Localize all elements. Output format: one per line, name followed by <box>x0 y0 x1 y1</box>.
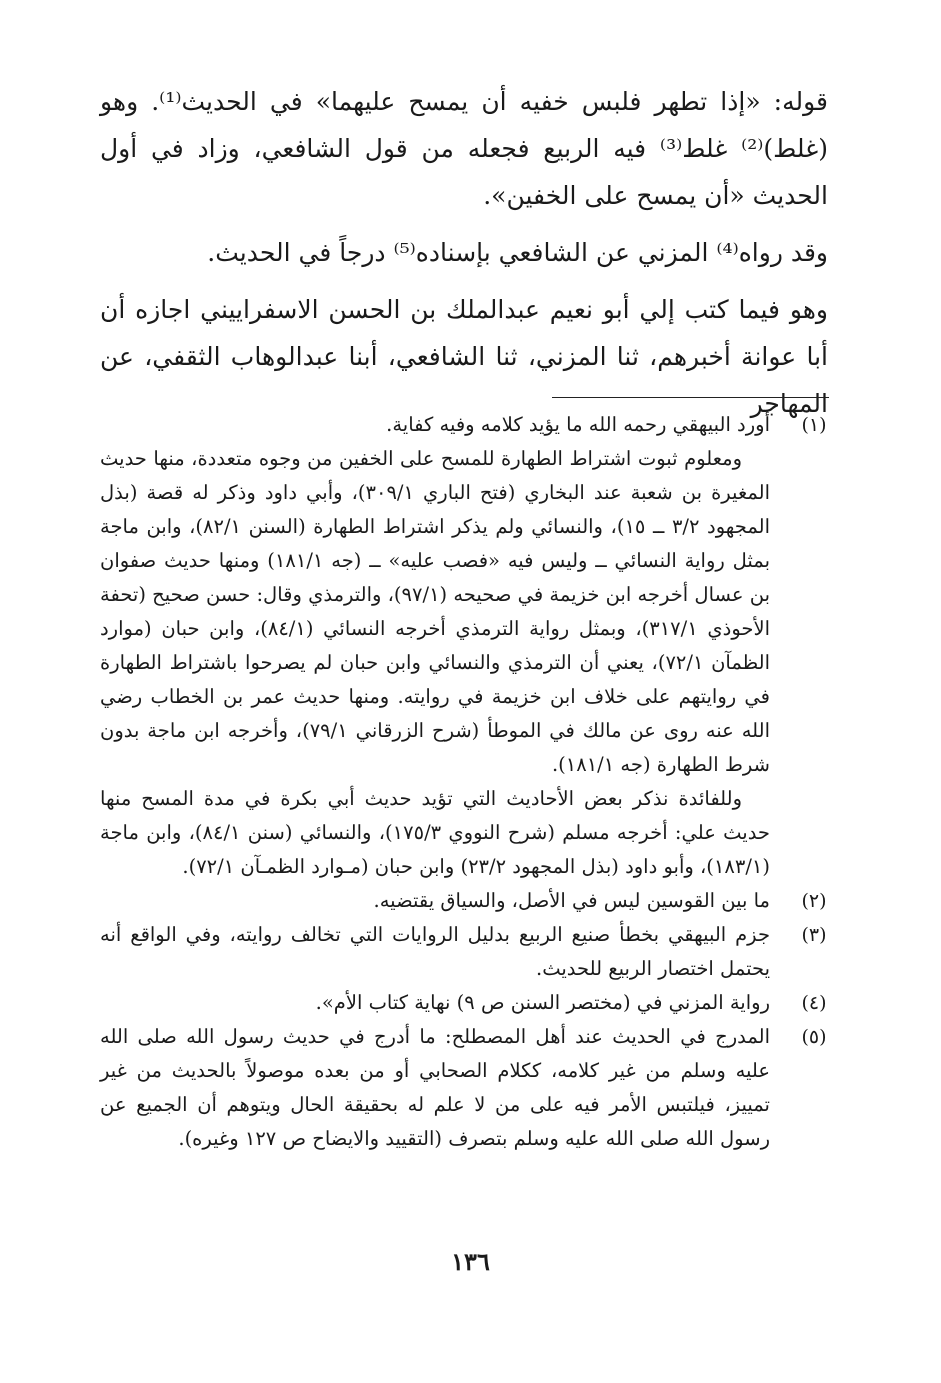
footnote-number: (٤) <box>801 992 827 1014</box>
footnote-text: ما بين القوسين ليس في الأصل، والسياق يقتضيه. <box>373 889 770 912</box>
footnote-4 <box>100 986 840 1020</box>
footnote-number: (١) <box>801 414 827 436</box>
footnote-number: (٣) <box>801 924 827 946</box>
footnote-text: وللفائدة نذكر بعض الأحاديث التي تؤيد حديث أبي بكرة في مدة المسح منها حديث علي: أخرجه مسلم (شرح النووي ١٧٥/٣)، والنسائي (سنن ٨٤/١)، وابن ماجة (١٨٣/١)، وأبو داود (بذل المجهود ٢٣/٢) وابن حبان (مـوارد الظمـآن ٧٢/١). <box>100 787 770 878</box>
main-paragraph-1: قوله: «إذا تطهر فلبس خفيه أن يمسح عليهما» في الحديث⁽¹⁾. وهو (غلط)⁽²⁾ غلط⁽³⁾ فيه الربيع فجعله من قول الشافعي، وزاد في أول الحديث «أن يمسح على الخفين». <box>100 87 828 210</box>
footnote-number: (٥) <box>801 1026 827 1048</box>
footnote-text: المدرج في الحديث عند أهل المصطلح: ما أدرج في حديث رسول الله صلى الله عليه وسلم من غير كلامه، ككلام الصحابي أو من بعده موصولاً بالحديث من غير تمييز، فيلتبس الأمر فيه على من لا علم له بحقيقة الحال ويتوهم أن الجميع عن رسول الله صلى الله عليه وسلم بتصرف (التقييد والايضاح ص ١٢٧ وغيره). <box>100 1025 770 1150</box>
footnote-5 <box>100 1020 840 1156</box>
main-paragraph-3: وهو فيما كتب إلي أبو نعيم عبدالملك بن الحسن الاسفراييني اجازه أن أبا عوانة أخبرهم، ثنا المزني، ثنا الشافعي، أبنا عبدالوهاب الثقفي، عن المهاجر <box>100 295 828 418</box>
footnote-separator <box>552 397 829 398</box>
footnote-text: جزم البيهقي بخطأ صنيع الربيع بدليل الروايات التي تخالف روايته، وفي الواقع أنه يحتمل اختصار الربيع للحديث. <box>100 923 770 980</box>
page-number: ١٣٦ <box>451 1247 490 1276</box>
footnote-text: ومعلوم ثبوت اشتراط الطهارة للمسح على الخفين من وجوه متعددة، منها حديث المغيرة بن شعبة عند البخاري (فتح الباري ٣٠٩/١)، وأبي داود وذكر له قصة (بذل المجهود ٣/٢ ــ ١٥)، والنسائي ولم يذكر اشتراط الطهارة (السنن ٨٢/١)، وابن ماجة بمثل رواية النسائي ــ وليس فيه «فصب عليه» ــ (جه ١٨١/١) ومنها حديث صفوان بن عسال أخرجه ابن خزيمة في صحيحه (٩٧/١)، والترمذي وقال: حسن صحيح (تحفة الأحوذي ٣١٧/١)، وبمثل رواية الترمذي أخرجه النسائي (٨٤/١)، وابن حبان (موارد الظمآن ٧٢/١)، يعني أن الترمذي والنسائي وابن حبان لم يصرحوا باشتراط الطهارة في روايتهم على خلاف ابن خزيمة في روايته. ومنها حديث عمر بن الخطاب رضي الله عنه روى عن مالك في الموطأ (شرح الزرقاني ٧٩/١)، وأخرجه ابن ماجة بدون شرط الطهارة (جه ١٨١/١). <box>100 447 771 776</box>
footnote-2 <box>100 884 840 918</box>
footnote-3 <box>100 918 840 986</box>
footnote-number: (٢) <box>801 890 827 912</box>
footnote-1 <box>100 408 840 884</box>
footnote-text: أورد البيهقي رحمه الله ما يؤيد كلامه وفيه كفاية. <box>386 413 770 436</box>
main-text <box>100 78 828 427</box>
main-paragraph-2: وقد رواه⁽⁴⁾ المزني عن الشافعي بإسناده⁽⁵⁾ درجاً في الحديث. <box>207 238 828 267</box>
footnote-text: رواية المزني في (مختصر السنن ص ٩) نهاية كتاب الأم». <box>315 991 770 1014</box>
footnotes <box>100 408 840 1156</box>
